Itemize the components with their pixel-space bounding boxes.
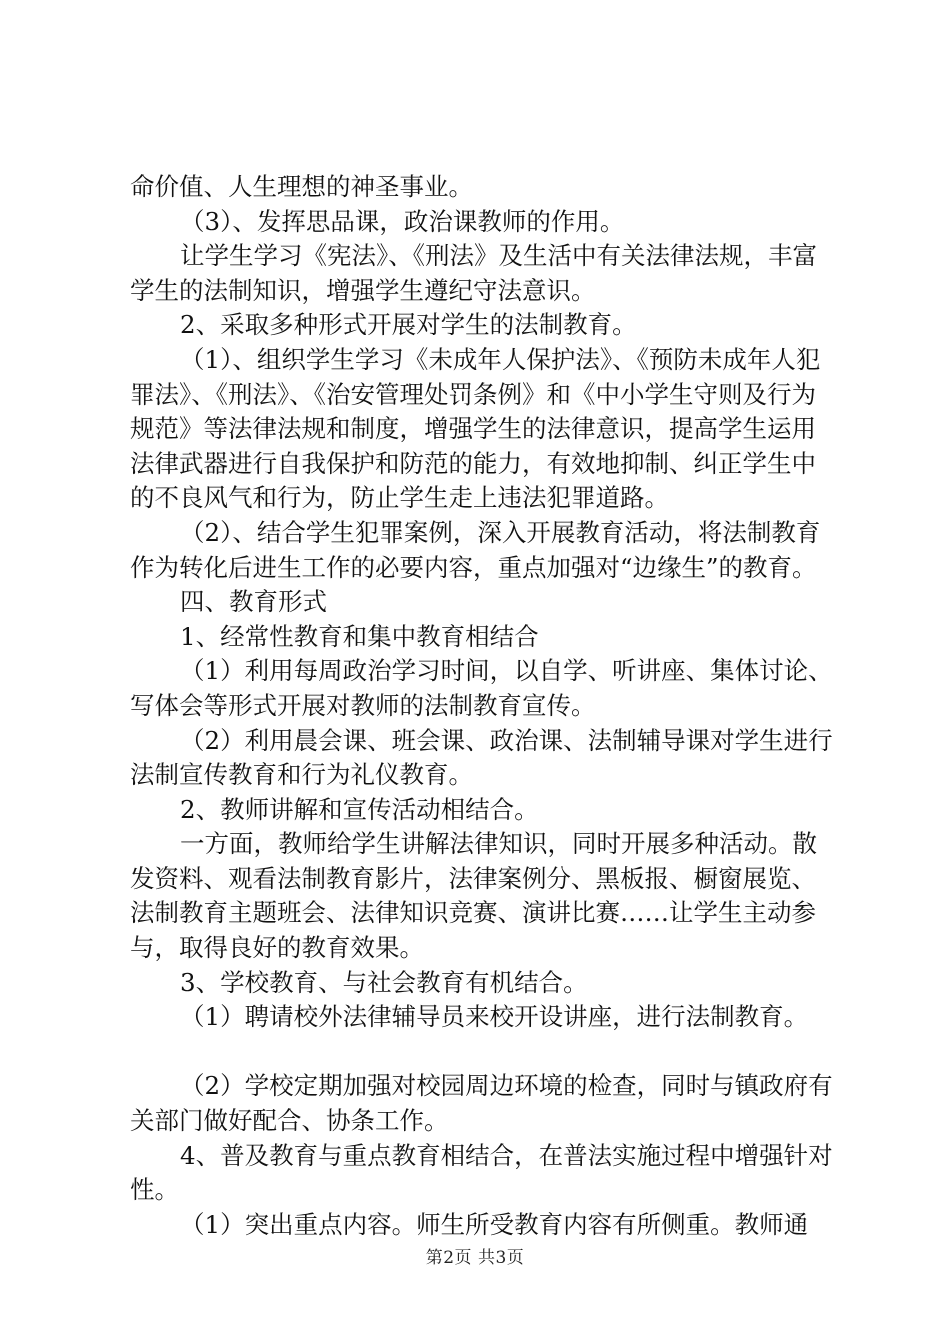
paragraph: 2、采取多种形式开展对学生的法制教育。 <box>180 310 637 340</box>
paragraph: （2）、结合学生犯罪案例，深入开展教育活动，将法制教育作为转化后进生工作的必要内容，重点加强对“边缘生”的教育。 <box>130 517 821 582</box>
section-heading: 四、教育形式 <box>180 587 327 617</box>
subsection-heading: 1、经常性教育和集中教育相结合 <box>180 621 539 651</box>
subsection-heading: 2、教师讲解和宣传活动相结合。 <box>180 794 539 824</box>
subsection-heading: 4、普及教育与重点教育相结合，在普法实施过程中增强针对性。 <box>130 1140 833 1205</box>
page-number-footer: 第2页 共3页 <box>425 1248 525 1268</box>
paragraph: 一方面，教师给学生讲解法律知识，同时开展多种活动。散发资料、观看法制教育影片，法律案例分、黑板报、橱窗展览、法制教育主题班会、法律知识竞赛、演讲比赛……让学生主动参与，取得良好的教育效果。 <box>130 829 817 963</box>
blank-line <box>130 1035 840 1070</box>
subsection-heading: 3、学校教育、与社会教育有机结合。 <box>180 967 588 997</box>
paragraph: （2）利用晨会课、班会课、政治课、法制辅导课对学生进行法制宣传教育和行为礼仪教育。 <box>130 725 833 790</box>
paragraph: （1）突出重点内容。师生所受教育内容有所侧重。教师通 <box>180 1209 809 1239</box>
paragraph: （2）学校定期加强对校园周边环境的检查，同时与镇政府有关部门做好配合、协条工作。 <box>130 1071 833 1136</box>
paragraph: 让学生学习《宪法》、《刑法》及生活中有关法律法规，丰富学生的法制知识，增强学生遵纪守法意识。 <box>130 241 817 305</box>
paragraph: （3）、发挥思品课，政治课教师的作用。 <box>180 206 625 236</box>
paragraph: 命价值、人生理想的神圣事业。 <box>130 172 473 201</box>
paragraph: （1）、组织学生学习《未成年人保护法》、《预防未成年人犯罪法》、《刑法》、《治安管理处罚条例》和《中小学生守则及行为规范》等法律法规和制度，增强学生的法律意识，提高学生运用法律武器进行自我保护和防范的能力，有效地抑制、纠正学生中的不良风气和行为，防止学生走上违法犯罪道路。 <box>130 344 821 513</box>
paragraph: （1）利用每周政治学习时间，以自学、听讲座、集体讨论、写体会等形式开展对教师的法制教育宣传。 <box>130 656 833 720</box>
document-body <box>130 170 840 1242</box>
paragraph: （1）聘请校外法律辅导员来校开设讲座，进行法制教育。 <box>180 1002 809 1032</box>
